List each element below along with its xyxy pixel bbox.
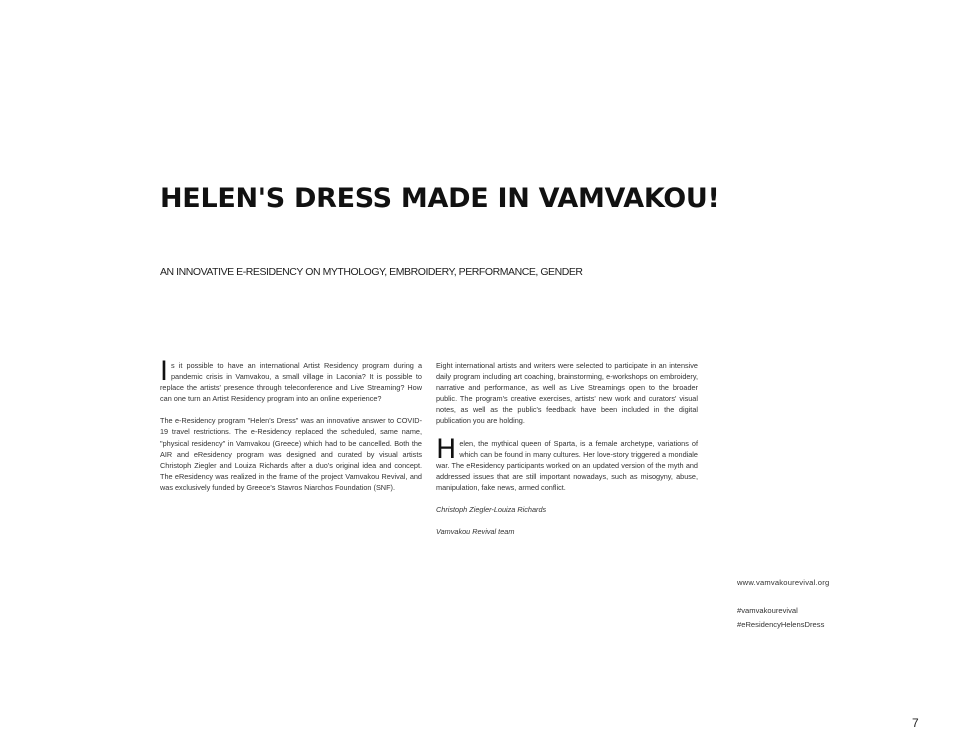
hashtag: #eResidencyHelensDress bbox=[737, 620, 825, 629]
page-number: 7 bbox=[912, 716, 919, 730]
left-column bbox=[160, 356, 422, 504]
signature-names: Christoph Ziegler-Louiza Richards bbox=[436, 505, 547, 515]
hashtag: #vamvakourevival bbox=[737, 606, 798, 615]
right-column bbox=[436, 360, 698, 548]
body-paragraph: The e-Residency program "Helen's Dress" was an innovative answer to COVID-19 travel restrictions. The e-Residency replaced the scheduled, same name, "physical residency" in Vamvakou (Greece) which had to be cancelled. Both the AIR and eResidency program was designed and curated by visual artists Christoph Ziegler and Louiza Richards after a duo's original idea and concept. The eResidency was realized in the frame of the project Vamvakou Revival, and was exclusively funded by Greece's Stavros Niarchos Foundation (SNF). bbox=[160, 416, 422, 492]
article-title: HELEN'S DRESS MADE IN VAMVAKOU! bbox=[160, 183, 720, 214]
helen-paragraph: Helen, the mythical queen of Sparta, is a female archetype, variations of which can be found in many cultures. Her love-story triggered a mondiale war. The eResidency participants worked on an updated version of the myth and addressed issues that are still important nowadays, such as misogyny, abuse, manipulation, fake news, armed conflict. bbox=[436, 433, 698, 492]
article-subtitle: AN INNOVATIVE E-RESIDENCY ON MYTHOLOGY, EMBROIDERY, PERFORMANCE, GENDER bbox=[160, 266, 583, 278]
website-link[interactable]: www.vamvakourevival.org bbox=[737, 578, 830, 587]
signature-org: Vamvakou Revival team bbox=[436, 527, 515, 537]
intro-paragraph: Is it possible to have an international Artist Residency program during a pandemic crisis in Vamvakou, a small village in Laconia? It is possible to replace the artists' presence through teleconference and Live Streaming? How can one turn an Artist Residency program into an online experience? bbox=[160, 356, 422, 404]
body-paragraph: Eight international artists and writers were selected to participate in an intensive daily program including art coaching, brainstorming, e-workshops on embroidery, narrative and performance, as well as Live Streamings open to the broader public. The program's creative exercises, artists' new work and curators' visual notes, as well as the public's feedback have been included in the digital publication you are holding. bbox=[436, 361, 698, 426]
